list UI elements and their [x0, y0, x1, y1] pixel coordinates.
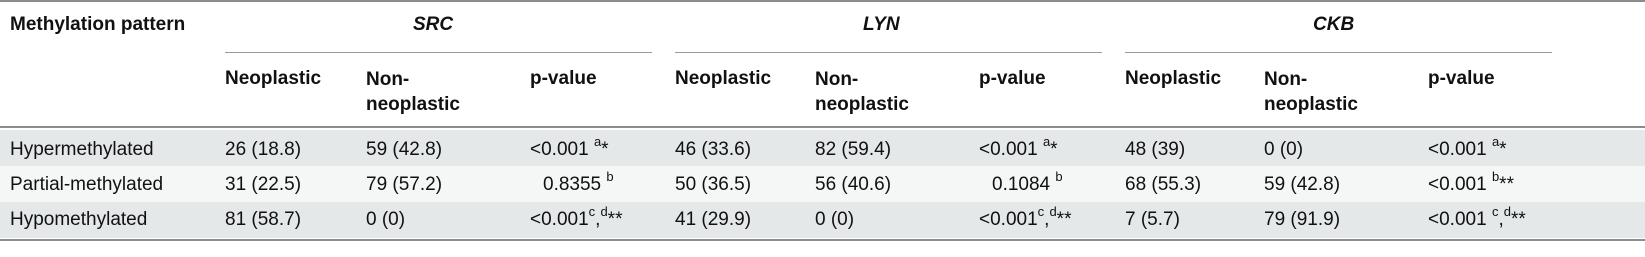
pvalue-significance: *: [1499, 139, 1507, 160]
pvalue-text: <0.001: [530, 139, 589, 160]
pvalue-footnote: d: [1049, 203, 1057, 219]
pvalue-text: <0.001: [979, 209, 1038, 230]
pvalue-text: <0.001: [1428, 139, 1487, 160]
gene-rule-lyn: [675, 52, 1102, 53]
row-header-label: [10, 12, 190, 37]
cell-neo: 50 (36.5): [675, 174, 752, 195]
gene-header-ckb: CKB: [1313, 14, 1355, 35]
cell-pvalue: [530, 133, 609, 162]
cell-pvalue: [1428, 203, 1526, 232]
header-bottom-rule: [0, 126, 1645, 128]
pvalue-text: 0.1084: [992, 174, 1051, 195]
cell-neo: 48 (39): [1125, 139, 1186, 160]
pvalue-footnote: d: [1503, 203, 1511, 219]
gene-header-src: SRC: [413, 14, 454, 35]
pvalue-footnote: a: [1491, 133, 1500, 149]
gene-rule-src: [225, 52, 652, 53]
pvalue-footnote: b: [1055, 168, 1063, 184]
pvalue-text: <0.001: [1428, 209, 1487, 230]
subheader-nonneoplastic-lyn: [815, 67, 935, 117]
cell-neo: 26 (18.8): [225, 139, 302, 160]
pvalue-significance: **: [1056, 209, 1072, 230]
subheader-neoplastic-src: Neoplastic: [225, 68, 322, 89]
pvalue-significance: **: [607, 209, 623, 230]
table-bottom-rule: [0, 239, 1645, 241]
cell-neo: 41 (29.9): [675, 209, 752, 230]
subheader-nonneoplastic-ckb: [1264, 67, 1384, 117]
cell-pvalue: [1428, 133, 1507, 162]
cell-pvalue: [1428, 168, 1514, 197]
pvalue-footnote: a: [593, 133, 602, 149]
subheader-neoplastic-ckb: Neoplastic: [1125, 68, 1222, 89]
subheader-nonneoplastic-src-text: Non-neoplastic: [366, 69, 460, 115]
cell-pvalue: [992, 168, 1063, 197]
pvalue-text: <0.001: [979, 139, 1038, 160]
cell-non: 79 (57.2): [366, 174, 443, 195]
cell-non: 59 (42.8): [366, 139, 443, 160]
pvalue-separator: ,: [1044, 209, 1050, 230]
cell-non: 0 (0): [366, 209, 406, 230]
pvalue-footnote: c: [588, 203, 596, 219]
cell-pvalue: [543, 168, 614, 197]
gene-header-lyn: LYN: [863, 14, 900, 35]
pvalue-separator: ,: [1498, 209, 1504, 230]
pvalue-footnote: c: [1037, 203, 1045, 219]
pvalue-significance: *: [1050, 139, 1058, 160]
pvalue-footnote: b: [1491, 168, 1500, 184]
subheader-pvalue-lyn: p-value: [979, 68, 1046, 89]
cell-neo: 31 (22.5): [225, 174, 302, 195]
pvalue-text: <0.001: [1428, 174, 1487, 195]
pvalue-text: 0.8355: [543, 174, 602, 195]
cell-non: 79 (91.9): [1264, 209, 1341, 230]
cell-non: 82 (59.4): [815, 139, 892, 160]
table-top-rule: [0, 0, 1645, 2]
pvalue-separator: ,: [595, 209, 601, 230]
gene-rule-ckb: [1125, 52, 1552, 53]
pvalue-significance: **: [1499, 174, 1514, 195]
subheader-nonneoplastic-src: [366, 67, 486, 117]
subheader-neoplastic-lyn: Neoplastic: [675, 68, 772, 89]
row-pattern-hyper: Hypermethylated: [10, 139, 154, 160]
cell-neo: 68 (55.3): [1125, 174, 1202, 195]
pvalue-footnote: d: [600, 203, 608, 219]
cell-neo: 81 (58.7): [225, 209, 302, 230]
subheader-pvalue-src: p-value: [530, 68, 597, 89]
row-pattern-partial: Partial-methylated: [10, 174, 164, 195]
cell-pvalue: [979, 203, 1072, 232]
pvalue-significance: **: [1510, 209, 1526, 230]
cell-neo: 7 (5.7): [1125, 209, 1180, 230]
subheader-nonneoplastic-ckb-text: Non-neoplastic: [1264, 69, 1358, 115]
subheader-nonneoplastic-lyn-text: Non-neoplastic: [815, 69, 909, 115]
cell-non: 0 (0): [1264, 139, 1304, 160]
cell-neo: 46 (33.6): [675, 139, 752, 160]
pvalue-text: <0.001: [530, 209, 589, 230]
cell-non: 0 (0): [815, 209, 855, 230]
cell-pvalue: [530, 203, 623, 232]
pvalue-footnote: a: [1042, 133, 1051, 149]
row-pattern-hypo: Hypomethylated: [10, 209, 148, 230]
pvalue-significance: *: [601, 139, 609, 160]
pvalue-footnote: c: [1491, 203, 1499, 219]
pvalue-footnote: b: [606, 168, 614, 184]
row-header-label-text: Methylation pattern: [10, 14, 186, 35]
cell-non: 56 (40.6): [815, 174, 892, 195]
cell-pvalue: [979, 133, 1058, 162]
cell-non: 59 (42.8): [1264, 174, 1341, 195]
subheader-pvalue-ckb: p-value: [1428, 68, 1495, 89]
